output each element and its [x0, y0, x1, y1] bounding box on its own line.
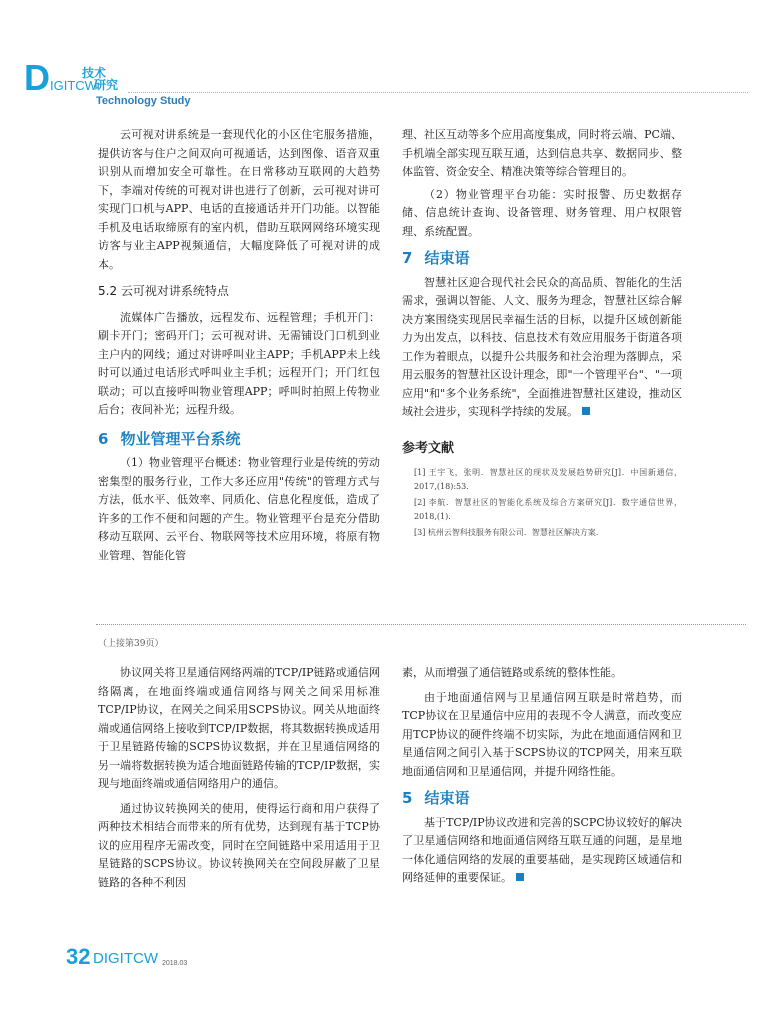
header-divider — [128, 92, 748, 93]
continued-label: （上接第39页） — [98, 639, 164, 649]
paragraph: （2）物业管理平台功能：实时报警、历史数据存储、信息统计查询、设备管理、财务管理、用户权限管理、系统配置。 — [402, 187, 682, 238]
subsection-heading: 5.2 云可视对讲系统特点 — [98, 284, 229, 298]
logo-initial: D — [24, 57, 50, 98]
paragraph: 云可视对讲系统是一套现代化的小区住宅服务措施，提供访客与住户之间双向可视通话，达到图像、语音双重识别从而增加安全可靠性。在日常移动互联网的大趋势下，李端对传统的可视对讲也进行了创新，云可视对讲可实现门口机与APP、电话的直接通话并开门功能。以智能手机及电话取缔原有的室内机，借助互联网网络环境实现访客与业主APP视频通信，大幅度降低了可视对讲的成本。 — [98, 128, 380, 271]
paragraph — [402, 814, 682, 888]
article-divider — [96, 624, 746, 625]
logo-text: IGITCW — [50, 78, 97, 93]
reference-item: [1] 王宇飞，张明．智慧社区的现状及发展趋势研究[J]．中国新通信，2017,(18):53. — [414, 468, 682, 491]
paragraph: 素，从而增强了通信链路或系统的整体性能。 — [402, 666, 622, 679]
section-heading-7 — [402, 249, 682, 268]
paragraph: 流媒体广告播放，远程发布、远程管理；手机开门：刷卡开门；密码开门；云可视对讲、无需铺设门口机到业主户内的网线；通过对讲呼叫业主APP；手机APP未上线时可以通过电话形式呼叫业主手机；远程开门；开门红包联动；可以直接呼叫物业管理APP；呼叫时拍照上传物业后台；夜间补光；远程升级。 — [98, 310, 380, 416]
section-number: 5 — [402, 789, 413, 807]
paragraph: 由于地面通信网与卫星通信网互联是时常趋势，而TCP协议在卫星通信中应用的表现不令人满意，而改变应用TCP协议的硬件终端不切实际，为此在地面通信网和卫星通信网之间引入基于SCPS协议的TCP网关，用来互联地面通信网和卫星通信网，并提升网络性能。 — [402, 690, 682, 778]
category-label-bottom: 研究 — [94, 78, 119, 92]
end-mark-icon — [516, 873, 524, 881]
section-number: 6 — [98, 429, 109, 448]
paragraph — [402, 274, 682, 422]
section-title: 结束语 — [424, 249, 470, 267]
end-mark-icon — [582, 407, 590, 415]
article-column-top-left — [98, 126, 380, 565]
article-column-top-right — [402, 126, 682, 542]
paragraph: 理、社区互动等多个应用高度集成，同时将云端、PC端、手机端全部实现互联互通，达到信息共享、数据同步、整体监管、资金安全、精准决策等综合管理目的。 — [402, 128, 682, 178]
reference-item: [3] 杭州云智科技服务有限公司．智慧社区解决方案. — [414, 528, 599, 537]
section-number: 7 — [402, 249, 413, 267]
footer-brand: DIGITCW — [93, 950, 158, 967]
references-heading: 参考文献 — [402, 440, 455, 456]
section-heading-5 — [402, 789, 682, 808]
reference-item: [2] 李航．智慧社区的智能化系统及综合方案研究[J]．数字通信世界，2018,(1). — [414, 498, 682, 521]
category-label-english: Technology Study — [96, 95, 191, 107]
article-column-bottom-left — [98, 664, 380, 892]
paragraph: （1）物业管理平台概述：物业管理行业是传统的劳动密集型的服务行业，工作大多还应用"传统"的管理方式与方法，低水平、低效率、同质化、信息化程度低，造成了许多的工作不便和问题的产生。物业管理平台是充分借助移动互联网、云平台、物联网等技术应用环境，将原有物业管理、智能化管 — [98, 456, 380, 562]
paragraph-text: 智慧社区迎合现代社会民众的高品质、智能化的生活需求，强调以智能、人文、服务为理念，智慧社区综合解决方案围绕实现居民幸福生活的目标，以提升区域创新能力为出发点，以科技、信息技术有效应用服务于街道各项工作为着眼点，以提升公共服务和社会治理为落脚点，采用云服务的智慧社区设计理念，即"一个管理平台"、"一项应用"和"多个业务系统"，全面推进智慧社区建设，推动区域社会进步，实现科学持续的发展。 — [402, 275, 682, 418]
section-title: 物业管理平台系统 — [120, 429, 241, 448]
section-title: 结束语 — [424, 789, 470, 807]
category-label-top: 技术 — [82, 66, 107, 80]
paragraph: 协议网关将卫星通信网络两端的TCP/IP链路或通信网络隔离，在地面终端或通信网络与网关之间采用标准TCP/IP协议，在网关之间采用SCPS协议。网关从地面终端或通信网络上接收到TCP/IP数据，将其数据转换成适用于卫星链路传输的SCPS协议数据，并在卫星通信网络的另一端将数据转换为适合地面链路传输的TCP/IP数据，实现与地面终端或通信网络用户的通信。 — [98, 666, 380, 790]
article-column-bottom-right — [402, 664, 682, 888]
footer-issue: 2018.03 — [162, 960, 188, 967]
paragraph-text: 基于TCP/IP协议改进和完善的SCPC协议较好的解决了卫星通信网络和地面通信网络互联互通的问题，是星地一体化通信网络的发展的重要基础，是实现跨区域通信和网络延伸的重要保证。 — [402, 815, 682, 884]
page-number: 32 — [66, 944, 91, 969]
paragraph: 通过协议转换网关的使用，使得运行商和用户获得了两种技术相结合而带来的所有优势，达到现有基于TCP协议的应用程序无需改变，同时在空间链路中采用适用于卫星链路的SCPS协议。协议转换网关在空间段屏蔽了卫星链路的各种不利因 — [98, 801, 380, 889]
section-heading-6 — [98, 430, 380, 449]
